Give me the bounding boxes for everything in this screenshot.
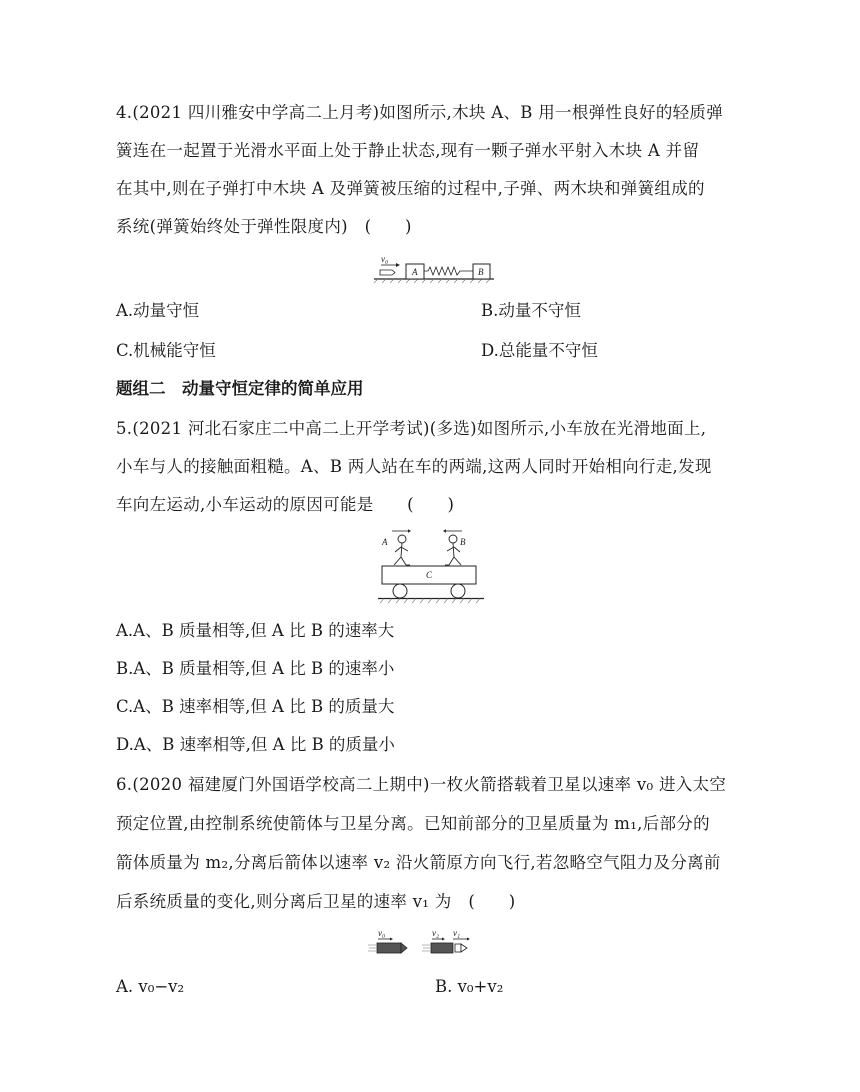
cart-wheel-right — [451, 584, 465, 598]
ground-hatch — [374, 279, 490, 283]
q4-option-b: B.动量不守恒 — [481, 301, 581, 320]
block-b-label: B — [478, 267, 484, 277]
q6-line-4: 后系统质量的变化,则分离后卫星的速率 v₁ 为 ( ) — [116, 892, 516, 911]
q4-line-4: 系统(弹簧始终处于弹性限度内) ( ) — [116, 217, 412, 236]
q6-option-b: B. v₀+v₂ — [435, 977, 504, 996]
q6-option-a: A. v₀−v₂ — [116, 977, 185, 996]
satellite-body — [455, 944, 461, 952]
q4-figure — [372, 254, 496, 284]
body-v2-label: v₂ — [432, 928, 440, 938]
spring-blocks-diagram — [372, 254, 496, 284]
q4-option-d: D.总能量不守恒 — [481, 341, 598, 360]
block-a-label: A — [412, 267, 418, 277]
q5-option-c: C.A、B 速率相等,但 A 比 B 的质量大 — [116, 697, 395, 716]
satellite-v1-label: v₁ — [453, 928, 461, 938]
cart-label: C — [426, 570, 433, 580]
satellite-nose — [461, 944, 467, 952]
rocket-casing — [431, 943, 453, 953]
q5-option-b: B.A、B 质量相等,但 A 比 B 的速率小 — [116, 659, 395, 678]
q4-option-a: A.动量守恒 — [116, 301, 200, 320]
cart-wheel-left — [393, 584, 407, 598]
q5-option-a: A.A、B 质量相等,但 A 比 B 的速率大 — [116, 621, 395, 640]
exhaust-lines-1 — [368, 945, 376, 951]
q5-line-2: 小车与人的接触面粗糙。A、B 两人站在车的两端,这两人同时开始相向行走,发现 — [116, 457, 712, 476]
q4-option-c: C.机械能守恒 — [116, 341, 216, 360]
q4-line-1: 4.(2021 四川雅安中学高二上月考)如图所示,木块 A、B 用一根弹性良好的轻质弹 — [116, 103, 724, 122]
person-b-label: B — [460, 537, 466, 547]
spring-shape — [424, 267, 473, 275]
exhaust-lines-2 — [422, 945, 430, 951]
ground-hatch — [380, 599, 480, 604]
rocket-separation-diagram — [366, 928, 496, 958]
q5-line-3: 车向左运动,小车运动的原因可能是 ( ) — [116, 495, 455, 514]
cart-people-diagram — [376, 528, 486, 604]
rocket-v0-label: v₀ — [378, 928, 386, 938]
velocity-label: v₀ — [381, 254, 389, 264]
q5-option-d: D.A、B 速率相等,但 A 比 B 的质量小 — [116, 735, 395, 754]
q5-figure — [376, 528, 486, 604]
q6-line-3: 箭体质量为 m₂,分离后箭体以速率 v₂ 沿火箭原方向飞行,若忽略空气阻力及分离前 — [116, 853, 721, 872]
q4-line-3: 在其中,则在子弹打中木块 A 及弹簧被压缩的过程中,子弹、两木块和弹簧组成的 — [116, 179, 705, 198]
person-b-figure — [445, 535, 461, 565]
q6-line-1: 6.(2020 福建厦门外国语学校高二上期中)一枚火箭搭载着卫星以速率 v₀ 进入太空 — [116, 775, 727, 794]
q4-line-2: 簧连在一起置于光滑水平面上处于静止状态,现有一颗子弹水平射入木块 A 并留 — [116, 141, 700, 160]
q6-line-2: 预定位置,由控制系统使箭体与卫星分离。已知前部分的卫星质量为 m₁,后部分的 — [116, 814, 710, 833]
section-heading: 题组二 动量守恒定律的简单应用 — [116, 379, 364, 398]
rocket-body — [377, 943, 401, 953]
q6-figure — [366, 928, 496, 958]
person-a-figure — [394, 535, 410, 565]
q5-line-1: 5.(2021 河北石家庄二中高二上开学考试)(多选)如图所示,小车放在光滑地面上, — [116, 419, 707, 438]
bullet-shape — [380, 270, 395, 275]
person-a-label: A — [382, 537, 388, 547]
rocket-nose — [401, 943, 407, 953]
